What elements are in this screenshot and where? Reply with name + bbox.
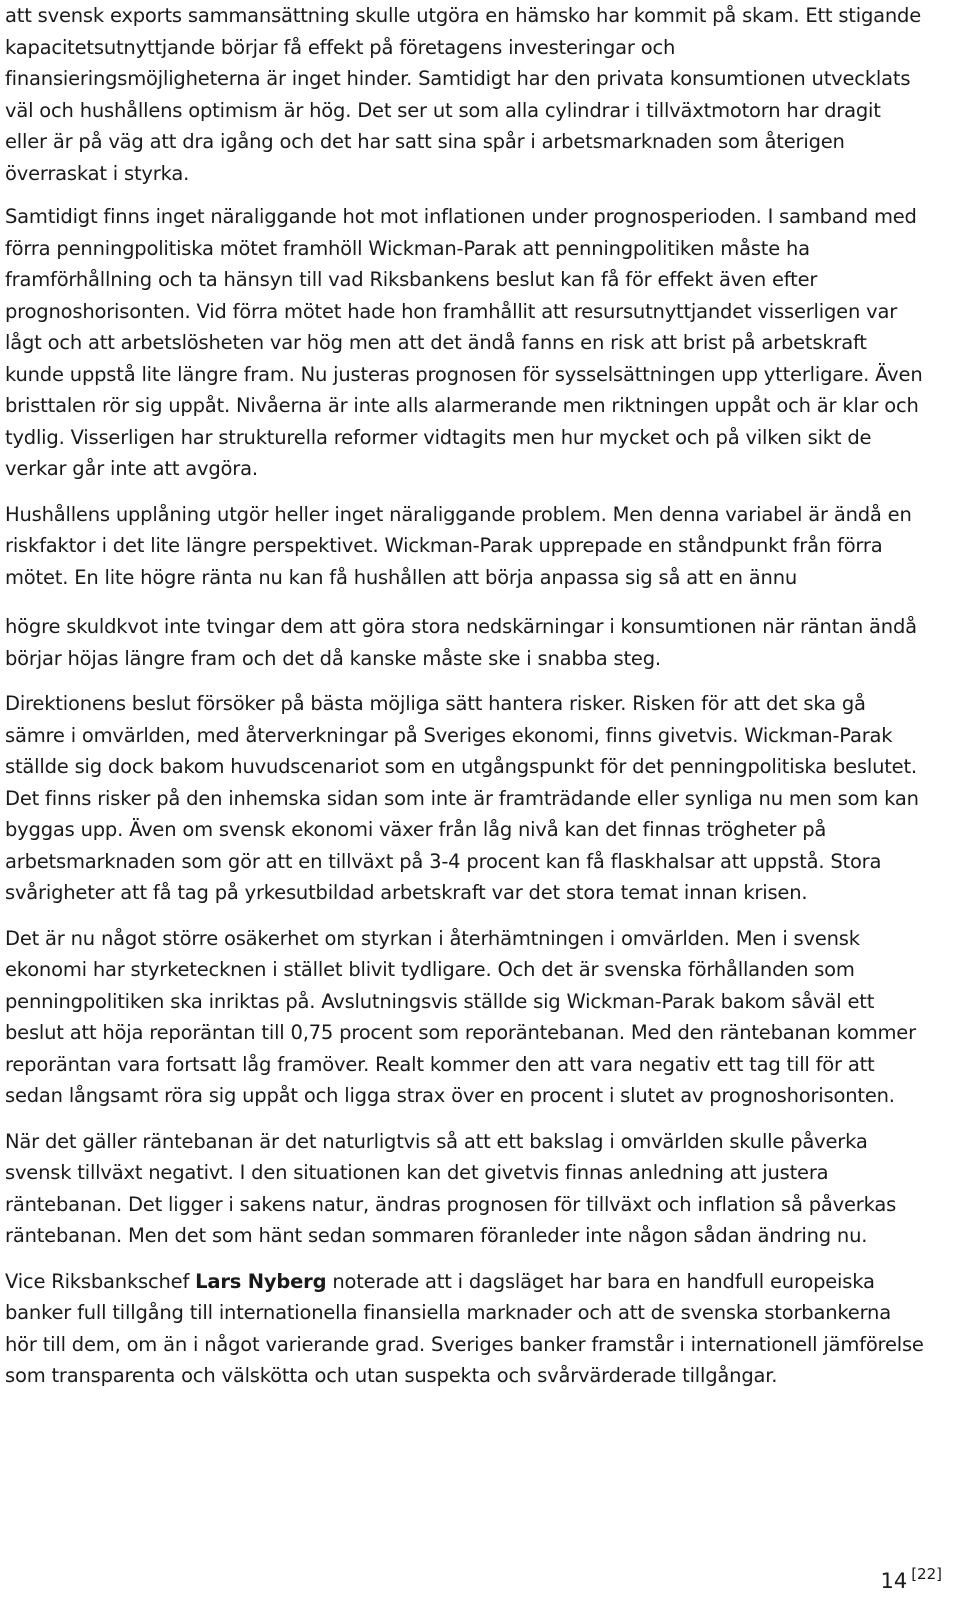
paragraph-1 [5, 0, 925, 189]
paragraph-8 [5, 1266, 925, 1392]
document-page [5, 0, 925, 1406]
paragraph-6: Det är nu något större osäkerhet om styrkan i återhämtningen i omvärlden. Men i svensk ekonomi har styrketecknen i stället blivit tydligare. Och det är svenska förhållanden som penningpolitiken ska inriktas på. Avslutningsvis ställde sig Wickman-Parak bakom såväl ett beslut att höja reporäntan till 0,75 procent som reporäntebanan. Med den räntebanan kommer reporäntan vara fortsatt låg framöver. Realt kommer den att vara negativ ett tag till för att sedan långsamt röra sig uppåt och ligga strax över en procent i slutet av prognoshorisonten. [5, 926, 916, 1107]
page-reference: [22] [911, 1565, 942, 1583]
page-number: 14 [880, 1569, 908, 1593]
paragraph-1-part-1: att svensk exports sammansättning skulle utgöra en hämsko har kommit på skam. Ett stigande kapacitetsutnyttjande börjar få effekt på företagens investeringar och finansieringsmöjligheterna är inget hinder. Samtidigt har den privata konsumtionen utvecklats väl och hushållens optimism är hög. [5, 4, 922, 122]
paragraph-7: När det gäller räntebanan är det naturligtvis så att ett bakslag i omvärlden skulle påverka svensk tillväxt negativt. I den situationen kan det givetvis finnas anledning att justera räntebanan. Det ligger i sakens natur, ändras prognosen för tillväxt och inflation så påverkas räntebanan. Men det som hänt sedan sommaren föranleder inte någon sådan ändring nu. [5, 1129, 897, 1247]
paragraph-4: högre skuldkvot inte tvingar dem att göra stora nedskärningar i konsumtionen när räntan ändå börjar höjas längre fram och det då kanske måste ske i snabba steg. [5, 615, 917, 670]
page-footer [880, 1565, 942, 1593]
paragraph-5: Direktionens beslut försöker på bästa möjliga sätt hantera risker. Risken för att det ska gå sämre i omvärlden, med återverkningar på Sveriges ekonomi, finns givetvis. Wickman-Parak ställde sig dock bakom huvudscenariot som en utgångspunkt för det penningpolitiska beslutet. Det finns risker på den inhemska sidan som inte är framträdande eller synliga nu men som kan byggas upp. Även om svensk ekonomi växer från låg nivå kan det finnas trögheter på arbetsmarknaden som gör att en tillväxt på 3-4 procent kan få flaskhalsar att uppstå. Stora svårigheter att få tag på yrkesutbildad arbetskraft var det stora temat innan krisen. [5, 692, 919, 904]
paragraph-8-after: noterade att i dagsläget har bara en handfull europeiska banker full tillgång till internationella finansiella marknader och att de svenska storbankerna hör till dem, om än i något varierande grad. Sveriges banker framstår i internationell jämförelse som transparenta och välskötta och utan suspekta och svårvärderade tillgångar. [5, 1269, 924, 1387]
person-name: Lars Nyberg [195, 1269, 327, 1293]
paragraph-8-before: Vice Riksbankschef [5, 1269, 196, 1293]
paragraph-3: Hushållens upplåning utgör heller inget näraliggande problem. Men denna variabel är ändå en riskfaktor i det lite längre perspektivet. Wickman-Parak upprepade en ståndpunkt från förra mötet. En lite högre ränta nu kan få hushållen att börja anpassa sig så att en ännu [5, 502, 912, 589]
paragraph-1-part-2: Det ser ut som alla cylindrar i tillväxtmotorn har dragit eller är på väg att dra igång och det har satt sina spår i arbetsmarknaden som återigen överraskat i styrka. [5, 98, 881, 185]
paragraph-2: Samtidigt finns inget näraliggande hot mot inflationen under prognosperioden. I samband med förra penningpolitiska mötet framhöll Wickman-Parak att penningpolitiken måste ha framförhållning och ta hänsyn till vad Riksbankens beslut kan få för effekt även efter prognoshorisonten. Vid förra mötet hade hon framhållit att resursutnyttjandet visserligen var lågt och att arbetslösheten var hög men att det ändå fanns en risk att brist på arbetskraft kunde uppstå lite längre fram. Nu justeras prognosen för sysselsättningen upp ytterligare. Även bristtalen rör sig uppåt. Nivåerna är inte alls alarmerande men riktningen uppåt och är klar och tydlig. Visserligen har strukturella reformer vidtagits men hur mycket och på vilken sikt de verkar går inte att avgöra. [5, 205, 923, 480]
